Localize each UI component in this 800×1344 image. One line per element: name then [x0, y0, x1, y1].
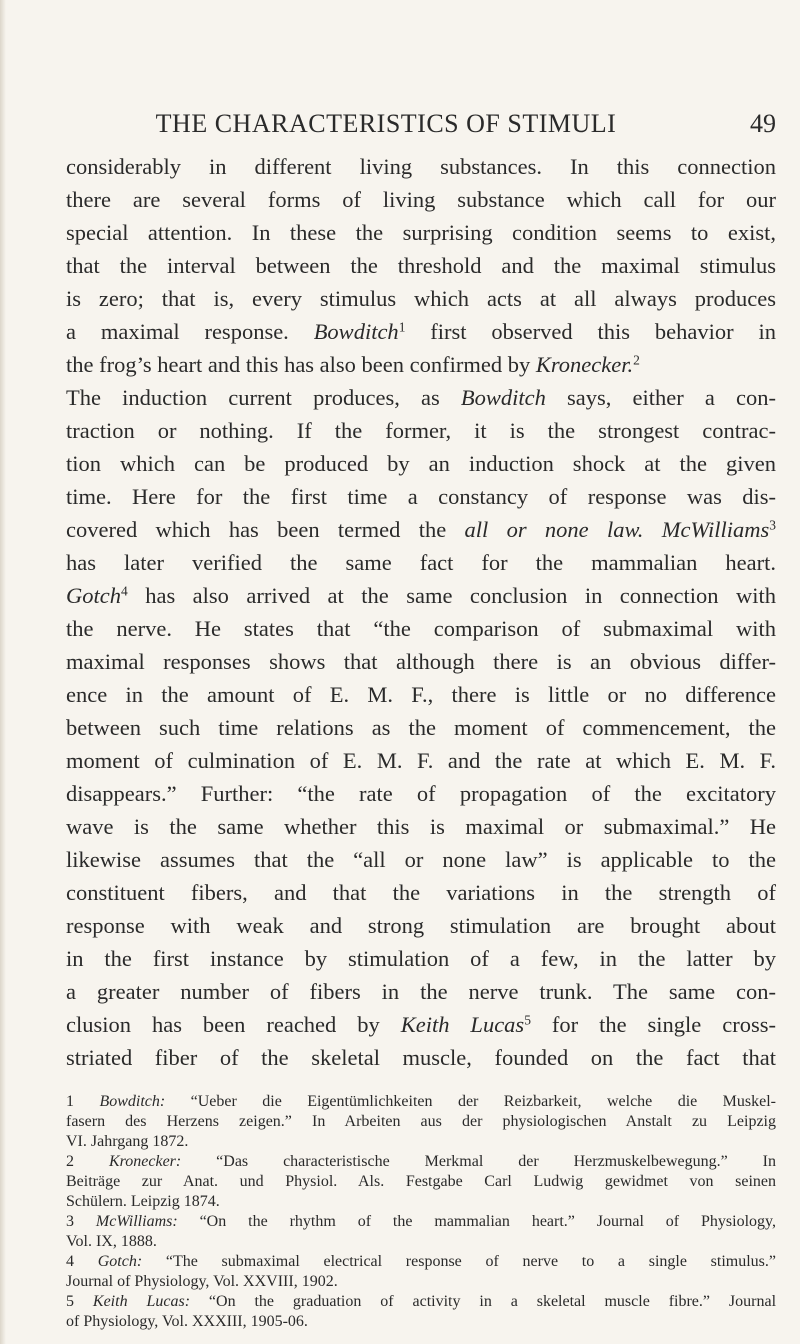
page-number: 49: [750, 109, 776, 138]
footnote-marker: 5: [524, 1012, 531, 1028]
text-run: wave is the same whether this is maximal or submaximal.” He: [66, 814, 776, 839]
italic-text: Bowditch:: [99, 1093, 166, 1110]
body-line: [66, 249, 776, 282]
body-line: [66, 282, 776, 315]
body-line: [66, 1008, 776, 1041]
text-run: “On the rhythm of the mammalian heart.” Journal of Physiology,: [177, 1213, 777, 1230]
text-run: in the first instance by stimulation of a few, in the latter by: [66, 946, 776, 971]
text-run: of Physiology, Vol. XXXIII, 1905-06.: [66, 1313, 308, 1330]
body-line: [66, 183, 776, 216]
italic-text: McWilliams: [661, 517, 770, 542]
body-line: [66, 381, 776, 414]
text-run: a greater number of fibers in the nerve trunk. The same con-: [66, 979, 776, 1004]
italic-text: Kronecker.: [535, 352, 634, 377]
footnote-line: [66, 1312, 776, 1332]
text-run: between such time relations as the moment of commencement, the: [66, 715, 776, 740]
footnote-line: [66, 1152, 776, 1172]
text-run: Journal of Physiology, Vol. XXVIII, 1902.: [66, 1273, 338, 1290]
footnote-line: [66, 1092, 776, 1112]
body-line: [66, 678, 776, 711]
body-line: [66, 843, 776, 876]
body-line: [66, 579, 776, 612]
body-line: [66, 546, 776, 579]
body-line: [66, 480, 776, 513]
text-run: VI. Jahrgang 1872.: [66, 1133, 189, 1150]
text-run: covered which has been termed the: [66, 517, 465, 542]
footnote-line: [66, 1272, 776, 1292]
italic-text: Keith Lucas:: [92, 1293, 191, 1310]
text-run: considerably in different living substances. In this connection: [66, 154, 776, 179]
text-run: constituent fibers, and that the variations in the strength of: [66, 880, 776, 905]
footnotes: [66, 1092, 776, 1332]
text-run: fasern des Herzens zeigen.” In Arbeiten aus der physiologischen Anstalt zu Leipzig: [66, 1113, 776, 1130]
text-run: a maximal response.: [66, 319, 314, 344]
body-line: [66, 315, 776, 348]
text-run: for the single cross-: [530, 1012, 776, 1037]
text-run: first observed this behavior in: [405, 319, 776, 344]
body-line: [66, 975, 776, 1008]
text-run: the nerve. He states that “the comparison of submaximal with: [66, 616, 776, 641]
body-line: [66, 1041, 776, 1074]
footnote-marker: 4: [121, 583, 128, 599]
italic-text: Gotch:: [97, 1253, 143, 1270]
text-run: 5: [66, 1293, 93, 1310]
running-header: [66, 104, 776, 144]
footnote-marker: 3: [769, 517, 776, 533]
text-run: Beiträge zur Anat. und Physiol. Als. Festgabe Carl Ludwig gewidmet von seinen: [66, 1173, 776, 1190]
text-run: likewise assumes that the “all or none law” is applicable to the: [66, 847, 776, 872]
text-run: tion which can be produced by an induction shock at the given: [66, 451, 776, 476]
text-run: striated fiber of the skeletal muscle, founded on the fact that: [66, 1045, 776, 1070]
footnote-line: [66, 1132, 776, 1152]
text-run: “Das characteristische Merkmal der Herzmuskelbewegung.” In: [181, 1153, 777, 1170]
text-run: the frog’s heart and this has also been confirmed by: [66, 352, 536, 377]
text-run: clusion has been reached by: [66, 1012, 401, 1037]
footnote-marker: 2: [633, 352, 640, 368]
text-run: that the interval between the threshold and the maximal stimulus: [66, 253, 776, 278]
body-line: [66, 711, 776, 744]
text-run: disappears.” Further: “the rate of propagation of the excitatory: [66, 781, 776, 806]
body-line: [66, 216, 776, 249]
body-text: [66, 150, 776, 1074]
italic-text: Bowditch: [313, 319, 399, 344]
page-edge-shadow: [0, 0, 6, 1344]
body-line: [66, 612, 776, 645]
text-run: ence in the amount of E. M. F., there is little or no difference: [66, 682, 776, 707]
text-run: Schülern. Leipzig 1874.: [66, 1193, 220, 1210]
footnote-line: [66, 1112, 776, 1132]
footnote-line: [66, 1172, 776, 1192]
text-run: “On the graduation of activity in a skeletal muscle fibre.” Journal: [190, 1293, 777, 1310]
text-run: “The submaximal electrical response of nerve to a single stimulus.”: [142, 1253, 777, 1270]
body-line: [66, 876, 776, 909]
text-run: there are several forms of living substance which call for our: [66, 187, 776, 212]
body-line: [66, 414, 776, 447]
text-run: 4: [66, 1253, 98, 1270]
italic-text: Keith Lucas: [400, 1012, 525, 1037]
italic-text: all or none law.: [464, 517, 644, 542]
body-line: [66, 348, 776, 381]
body-line: [66, 744, 776, 777]
footnote-line: [66, 1212, 776, 1232]
text-run: “Ueber die Eigentümlichkeiten der Reizbarkeit, welche die Muskel-: [165, 1093, 777, 1110]
footnote-marker: 1: [398, 319, 406, 335]
body-line: [66, 777, 776, 810]
text-run: The induction current produces, as: [66, 385, 461, 410]
body-line: [66, 810, 776, 843]
body-line: [66, 942, 776, 975]
body-line: [66, 513, 776, 546]
text-run: is zero; that is, every stimulus which acts at all always produces: [66, 286, 776, 311]
text-run: special attention. In these the surprising condition seems to exist,: [66, 220, 776, 245]
italic-text: McWilliams:: [95, 1213, 178, 1230]
text-run: maximal responses shows that although there is an obvious differ-: [66, 649, 776, 674]
text-run: has also arrived at the same conclusion in connection with: [127, 583, 776, 608]
text-run: 3: [66, 1213, 96, 1230]
text-run: 2: [66, 1153, 109, 1170]
footnote-line: [66, 1192, 776, 1212]
text-run: [643, 517, 661, 542]
text-run: has later verified the same fact for the mammalian heart.: [66, 550, 776, 575]
text-run: response with weak and strong stimulation are brought about: [66, 913, 776, 938]
text-run: time. Here for the first time a constancy of response was dis-: [66, 484, 776, 509]
text-run: traction or nothing. If the former, it is the strongest contrac-: [66, 418, 776, 443]
italic-text: Gotch: [66, 583, 121, 608]
footnote-line: [66, 1232, 776, 1252]
footnote-line: [66, 1292, 776, 1312]
text-run: 1: [66, 1093, 100, 1110]
footnote-line: [66, 1252, 776, 1272]
running-title: THE CHARACTERISTICS OF STIMULI: [155, 109, 617, 138]
body-line: [66, 645, 776, 678]
italic-text: Kronecker:: [108, 1153, 182, 1170]
body-line: [66, 150, 776, 183]
body-line: [66, 909, 776, 942]
text-run: moment of culmination of E. M. F. and the rate at which E. M. F.: [66, 748, 776, 773]
body-line: [66, 447, 776, 480]
italic-text: Bowditch: [460, 385, 546, 410]
text-run: says, either a con-: [545, 385, 776, 410]
text-run: Vol. IX, 1888.: [66, 1233, 157, 1250]
